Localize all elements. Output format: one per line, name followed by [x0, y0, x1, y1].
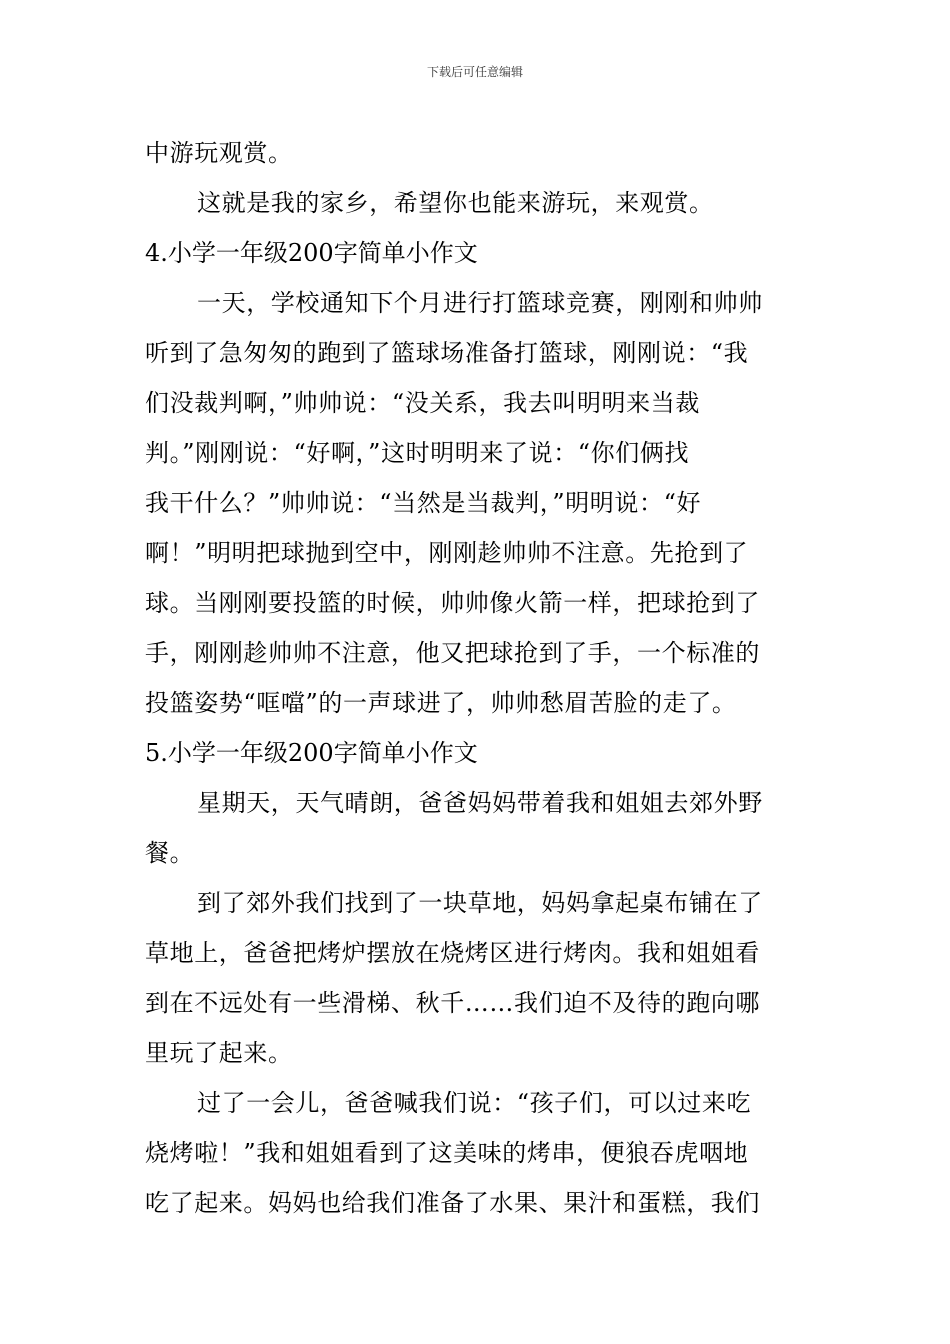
text-line: 这就是我的家乡，希望你也能来游玩，来观赏。	[197, 189, 714, 217]
section-heading: 5.小学一年级200字简单小作文	[145, 739, 478, 767]
text-line: 手，刚刚趁帅帅不注意，他又把球抢到了手，一个标准的	[145, 639, 760, 667]
text-line: 投篮姿势“哐噹”的一声球进了，帅帅愁眉苦脸的走了。	[145, 689, 737, 717]
section-heading: 4.小学一年级200字简单小作文	[145, 239, 478, 267]
document-body	[145, 128, 815, 1228]
text-line: 球。当刚刚要投篮的时候，帅帅像火箭一样，把球抢到了	[145, 589, 760, 617]
text-line: 到了郊外我们找到了一块草地，妈妈拿起桌布铺在了	[197, 889, 763, 917]
page-header: 下载后可任意编辑	[426, 65, 523, 79]
text-line: 烧烤啦！”我和姐姐看到了这美味的烤串，便狼吞虎咽地	[145, 1139, 749, 1167]
text-line: 啊！”明明把球抛到空中，刚刚趁帅帅不注意。先抢到了	[145, 539, 749, 567]
text-line: 一天，学校通知下个月进行打篮球竞赛，刚刚和帅帅	[197, 289, 763, 317]
text-line: 听到了急匆匆的跑到了篮球场准备打篮球，刚刚说：“我	[145, 339, 749, 367]
text-line: 吃了起来。妈妈也给我们准备了水果、果汁和蛋糕，我们	[145, 1189, 760, 1217]
text-line: 们没裁判啊，”帅帅说：“没关系，我去叫明明来当裁	[145, 389, 700, 417]
text-line: 中游玩观赏。	[145, 139, 293, 167]
text-line: 星期天，天气晴朗，爸爸妈妈带着我和姐姐去郊外野	[197, 789, 763, 817]
text-line: 我干什么？”帅帅说：“当然是当裁判，”明明说：“好	[145, 489, 702, 517]
text-line: 判。”刚刚说：“好啊，”这时明明来了说：“你们俩找	[145, 439, 690, 467]
text-line: 草地上，爸爸把烤炉摆放在烧烤区进行烤肉。我和姐姐看	[145, 939, 760, 967]
text-line: 里玩了起来。	[145, 1039, 293, 1067]
text-line: 到在不远处有一些滑梯、秋千……我们迫不及待的跑向哪	[145, 989, 760, 1017]
text-line: 餐。	[145, 839, 195, 867]
text-line: 过了一会儿，爸爸喊我们说：“孩子们，可以过来吃	[197, 1089, 752, 1117]
